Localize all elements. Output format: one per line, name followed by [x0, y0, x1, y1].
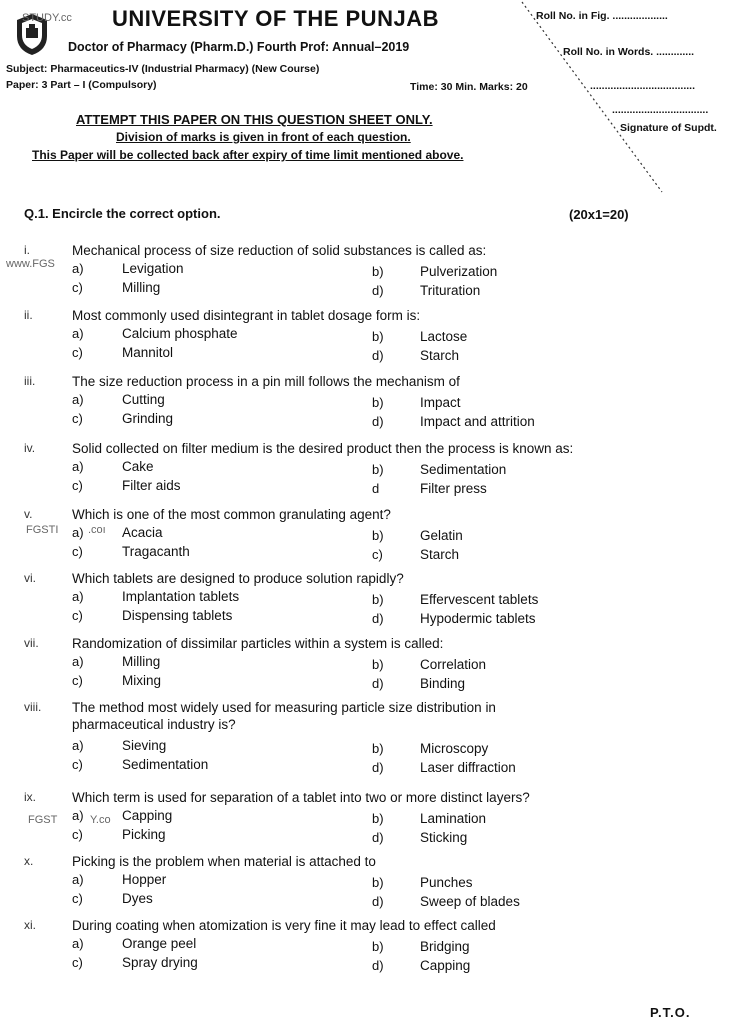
- option-choice[interactable]: Sedimentation: [420, 462, 507, 477]
- question-text: Solid collected on filter medium is the desired product then the process is known as:: [72, 441, 574, 456]
- option-choice[interactable]: Lamination: [420, 811, 487, 826]
- notice-collection: This Paper will be collected back after expiry of time limit mentioned above.: [32, 148, 464, 162]
- option-letter: b): [372, 395, 384, 410]
- option-choice[interactable]: Bridging: [420, 939, 470, 954]
- question-number: xi.: [24, 918, 36, 932]
- option-choice[interactable]: Filter aids: [122, 478, 181, 493]
- question-number: iv.: [24, 441, 36, 455]
- option-letter: d): [372, 894, 384, 909]
- option-letter: d): [372, 611, 384, 626]
- question-text: During coating when atomization is very fine it may lead to effect called: [72, 918, 496, 933]
- question-number: i.: [24, 243, 30, 257]
- option-letter: d): [372, 283, 384, 298]
- roll-number-divider: [520, 0, 749, 200]
- watermark-text: Y.co: [90, 814, 111, 826]
- watermark-text: FGST: [28, 814, 58, 826]
- option-letter: a): [72, 261, 84, 276]
- option-choice[interactable]: Binding: [420, 676, 466, 691]
- question-text: Which term is used for separation of a tablet into two or more distinct layers?: [72, 790, 530, 805]
- option-letter: a): [72, 872, 84, 887]
- option-letter: b): [372, 462, 384, 477]
- option-choice[interactable]: Starch: [420, 348, 460, 363]
- option-choice[interactable]: Cake: [122, 459, 154, 474]
- option-choice[interactable]: Orange peel: [122, 936, 197, 951]
- option-letter: b): [372, 592, 384, 607]
- option-choice[interactable]: Dyes: [122, 891, 153, 906]
- question-text: Picking is the problem when material is attached to: [72, 854, 376, 869]
- question-text: Which is one of the most common granulating agent?: [72, 507, 391, 522]
- option-letter: d: [372, 481, 380, 496]
- option-choice[interactable]: Dispensing tablets: [122, 608, 233, 623]
- university-title: UNIVERSITY OF THE PUNJAB: [112, 6, 439, 31]
- watermark-text: FGSTI: [26, 524, 59, 536]
- supdt-signature-label: Signature of Supdt.: [620, 122, 717, 134]
- option-letter: b): [372, 875, 384, 890]
- option-choice[interactable]: Microscopy: [420, 741, 489, 756]
- option-choice[interactable]: Milling: [122, 280, 161, 295]
- option-letter: b): [372, 741, 384, 756]
- option-letter: c): [72, 827, 83, 842]
- option-letter: c): [72, 478, 83, 493]
- question-text: The method most widely used for measuring particle size distribution in: [72, 700, 496, 715]
- option-choice[interactable]: Calcium phosphate: [122, 326, 238, 341]
- question-text: Randomization of dissimilar particles within a system is called:: [72, 636, 444, 651]
- option-choice[interactable]: Acacia: [122, 525, 163, 540]
- option-letter: b): [372, 264, 384, 279]
- option-letter: a): [72, 808, 84, 823]
- option-choice[interactable]: Correlation: [420, 657, 487, 672]
- question-text: Mechanical process of size reduction of solid substances is called as:: [72, 243, 487, 258]
- option-choice[interactable]: Effervescent tablets: [420, 592, 539, 607]
- option-choice[interactable]: Picking: [122, 827, 166, 842]
- option-letter: a): [72, 525, 84, 540]
- option-letter: a): [72, 392, 84, 407]
- roll-no-in-words[interactable]: Roll No. in Words. .............: [563, 46, 695, 58]
- option-choice[interactable]: Mixing: [122, 673, 162, 688]
- option-letter: b): [372, 528, 384, 543]
- question-number: vi.: [24, 571, 36, 585]
- question-number: iii.: [24, 374, 36, 388]
- option-letter: c): [72, 608, 83, 623]
- option-choice[interactable]: Mannitol: [122, 345, 174, 360]
- option-letter: b): [372, 329, 384, 344]
- watermark-text: .coı: [88, 524, 106, 536]
- option-letter: a): [72, 654, 84, 669]
- option-choice[interactable]: Laser diffraction: [420, 760, 516, 775]
- option-letter: d): [372, 830, 384, 845]
- option-choice[interactable]: Hopper: [122, 872, 167, 887]
- option-letter: d): [372, 760, 384, 775]
- option-choice[interactable]: Capping: [122, 808, 173, 823]
- time-marks: Time: 30 Min. Marks: 20: [410, 81, 528, 93]
- option-choice[interactable]: Spray drying: [122, 955, 198, 970]
- option-letter: c): [72, 757, 83, 772]
- option-letter: a): [72, 936, 84, 951]
- question-text: Most commonly used disintegrant in tablet dosage form is:: [72, 308, 421, 323]
- question-text: Which tablets are designed to produce solution rapidly?: [72, 571, 404, 586]
- option-letter: c): [72, 280, 83, 295]
- option-letter: d): [372, 348, 384, 363]
- option-choice[interactable]: Sieving: [122, 738, 167, 753]
- option-letter: c): [72, 411, 83, 426]
- option-choice[interactable]: Punches: [420, 875, 473, 890]
- question-heading: Q.1. Encircle the correct option.: [24, 206, 221, 221]
- option-letter: d): [372, 958, 384, 973]
- degree-line: Doctor of Pharmacy (Pharm.D.) Fourth Prof: Annual–2019: [68, 40, 410, 54]
- option-letter: a): [72, 326, 84, 341]
- question-text-continued: pharmaceutical industry is?: [72, 717, 236, 732]
- notice-attempt: ATTEMPT THIS PAPER ON THIS QUESTION SHEET ONLY.: [76, 112, 433, 127]
- option-letter: d): [372, 414, 384, 429]
- option-choice[interactable]: Milling: [122, 654, 161, 669]
- roll-no-words-line: ....................................: [590, 80, 696, 92]
- option-letter: c): [72, 955, 83, 970]
- supdt-signature-line: .................................: [612, 104, 709, 116]
- option-choice[interactable]: Levigation: [122, 261, 184, 276]
- option-letter: b): [372, 657, 384, 672]
- option-choice[interactable]: Tragacanth: [122, 544, 190, 559]
- notice-marks-division: Division of marks is given in front of each question.: [116, 130, 411, 144]
- option-choice[interactable]: Implantation tablets: [122, 589, 240, 604]
- option-letter: a): [72, 459, 84, 474]
- subject-line: Subject: Pharmaceutics-IV (Industrial Pharmacy) (New Course): [6, 63, 320, 75]
- question-number: v.: [24, 507, 33, 521]
- option-letter: a): [72, 589, 84, 604]
- option-letter: b): [372, 811, 384, 826]
- watermark-text: www.FGS: [6, 258, 55, 270]
- option-letter: c): [72, 891, 83, 906]
- roll-no-in-figures[interactable]: Roll No. in Fig. ...................: [536, 10, 668, 22]
- option-choice[interactable]: Sweep of blades: [420, 894, 520, 909]
- option-letter: a): [72, 738, 84, 753]
- option-choice[interactable]: Sticking: [420, 830, 468, 845]
- option-choice[interactable]: Impact and attrition: [420, 414, 535, 429]
- paper-line: Paper: 3 Part – I (Compulsory): [6, 79, 157, 91]
- question-text: The size reduction process in a pin mill follows the mechanism of: [72, 374, 460, 389]
- option-letter: c): [72, 673, 83, 688]
- option-choice[interactable]: Starch: [420, 547, 460, 562]
- option-choice[interactable]: Trituration: [420, 283, 481, 298]
- question-marks: (20x1=20): [569, 207, 629, 222]
- option-choice[interactable]: Grinding: [122, 411, 174, 426]
- option-choice[interactable]: Gelatin: [420, 528, 463, 543]
- option-choice[interactable]: Capping: [420, 958, 471, 973]
- option-choice[interactable]: Pulverization: [420, 264, 498, 279]
- question-number: viii.: [24, 700, 42, 714]
- option-letter: c): [372, 547, 383, 562]
- option-choice[interactable]: Cutting: [122, 392, 165, 407]
- option-choice[interactable]: Lactose: [420, 329, 468, 344]
- question-number: ix.: [24, 790, 36, 804]
- watermark-text: STUDY.cc: [22, 12, 72, 24]
- question-number: ii.: [24, 308, 33, 322]
- option-choice[interactable]: Impact: [420, 395, 461, 410]
- question-number: x.: [24, 854, 34, 868]
- question-number: vii.: [24, 636, 39, 650]
- option-letter: b): [372, 939, 384, 954]
- option-letter: c): [72, 345, 83, 360]
- option-choice[interactable]: Hypodermic tablets: [420, 611, 536, 626]
- option-letter: d): [372, 676, 384, 691]
- please-turn-over: P.T.O.: [650, 1005, 691, 1020]
- option-letter: c): [72, 544, 83, 559]
- option-choice[interactable]: Filter press: [420, 481, 487, 496]
- option-choice[interactable]: Sedimentation: [122, 757, 209, 772]
